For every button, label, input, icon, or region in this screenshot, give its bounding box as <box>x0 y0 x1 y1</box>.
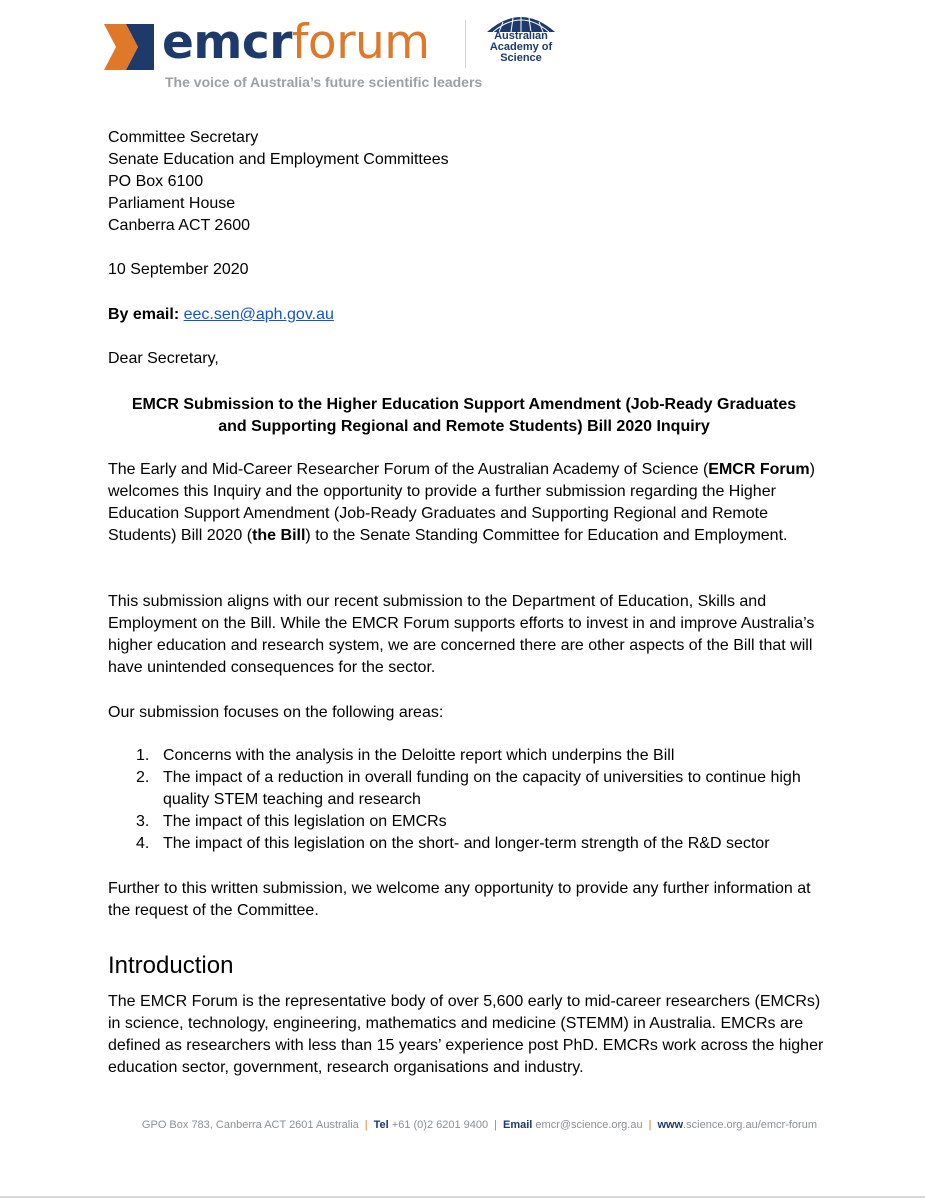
focus-intro: Our submission focuses on the following areas: <box>108 704 444 721</box>
submission-subject: EMCR Submission to the Higher Education Support Amendment (Job-Ready Graduates and Supporting Regional and Remote Students) Bill 2020 Inquiry <box>131 396 797 435</box>
list-item: 3. The impact of this legislation on EMCRs <box>136 813 447 830</box>
email-label: By email: <box>108 306 180 323</box>
emcr-forum-logo-mark-icon <box>104 24 154 70</box>
logo-tagline: The voice of Australia’s future scientific leaders <box>165 74 483 90</box>
letter-date: 10 September 2020 <box>108 261 249 278</box>
email-link[interactable]: eec.sen@aph.gov.au <box>183 306 334 323</box>
list-item: 4. The impact of this legislation on the short- and longer-term strength of the R&D sector <box>136 835 770 852</box>
list-item: 2. The impact of a reduction in overall funding on the capacity of universities to continue high quality STEM teaching and research <box>136 769 801 808</box>
list-item: 1. Concerns with the analysis in the Deloitte report which underpins the Bill <box>136 747 675 764</box>
closing-paragraph: Further to this written submission, we welcome any opportunity to provide any further information at the request of the Committee. <box>108 880 811 919</box>
footer-email-link[interactable]: emcr@science.org.au <box>535 1119 643 1131</box>
recipient-address: Committee Secretary Senate Education and Employment Committees PO Box 6100 Parliament House Canberra ACT 2600 <box>108 129 449 234</box>
logo-divider <box>465 20 466 68</box>
introduction-paragraph: The EMCR Forum is the representative body of over 5,600 early to mid-career researchers (EMCRs) in science, technology, engineering, mathematics and medicine (STEMM) in Australia. EMCRs are defined as researchers with less than 15 years’ experience post PhD. EMCRs work across the higher education sector, government, research organisations and industry. <box>108 993 824 1076</box>
page-bottom-border <box>0 1196 925 1198</box>
emcr-forum-logo: emcrforum <box>162 15 430 70</box>
salutation: Dear Secretary, <box>108 350 219 367</box>
focus-areas-list <box>108 745 824 855</box>
footer-web-link[interactable]: www.science.org.au/emcr-forum <box>657 1119 817 1131</box>
email-line <box>108 304 823 326</box>
section-heading: Introduction <box>108 952 234 979</box>
alignment-paragraph: This submission aligns with our recent submission to the Department of Education, Skills and Employment on the Bill. While the EMCR Forum supports efforts to invest in and improve Australia’s higher education and research system, we are concerned there are other aspects of the Bill that will have unintended consequences for the sector. <box>108 593 815 676</box>
page-footer: GPO Box 783, Canberra ACT 2601 Australia | Tel +61 (0)2 6201 9400 | Email emcr@science.org.au | www.science.org.au/emcr-forum <box>141 1119 817 1131</box>
academy-logo-text: Australian Academy of Science <box>489 30 553 64</box>
intro-paragraph: The Early and Mid-Career Researcher Forum of the Australian Academy of Science (EMCR Forum) welcomes this Inquiry and the opportunity to provide a further submission regarding the Higher Education Support Amendment (Job-Ready Graduates and Supporting Regional and Remote Students) Bill 2020 (the Bill) to the Senate Standing Committee for Education and Employment. <box>108 461 815 544</box>
